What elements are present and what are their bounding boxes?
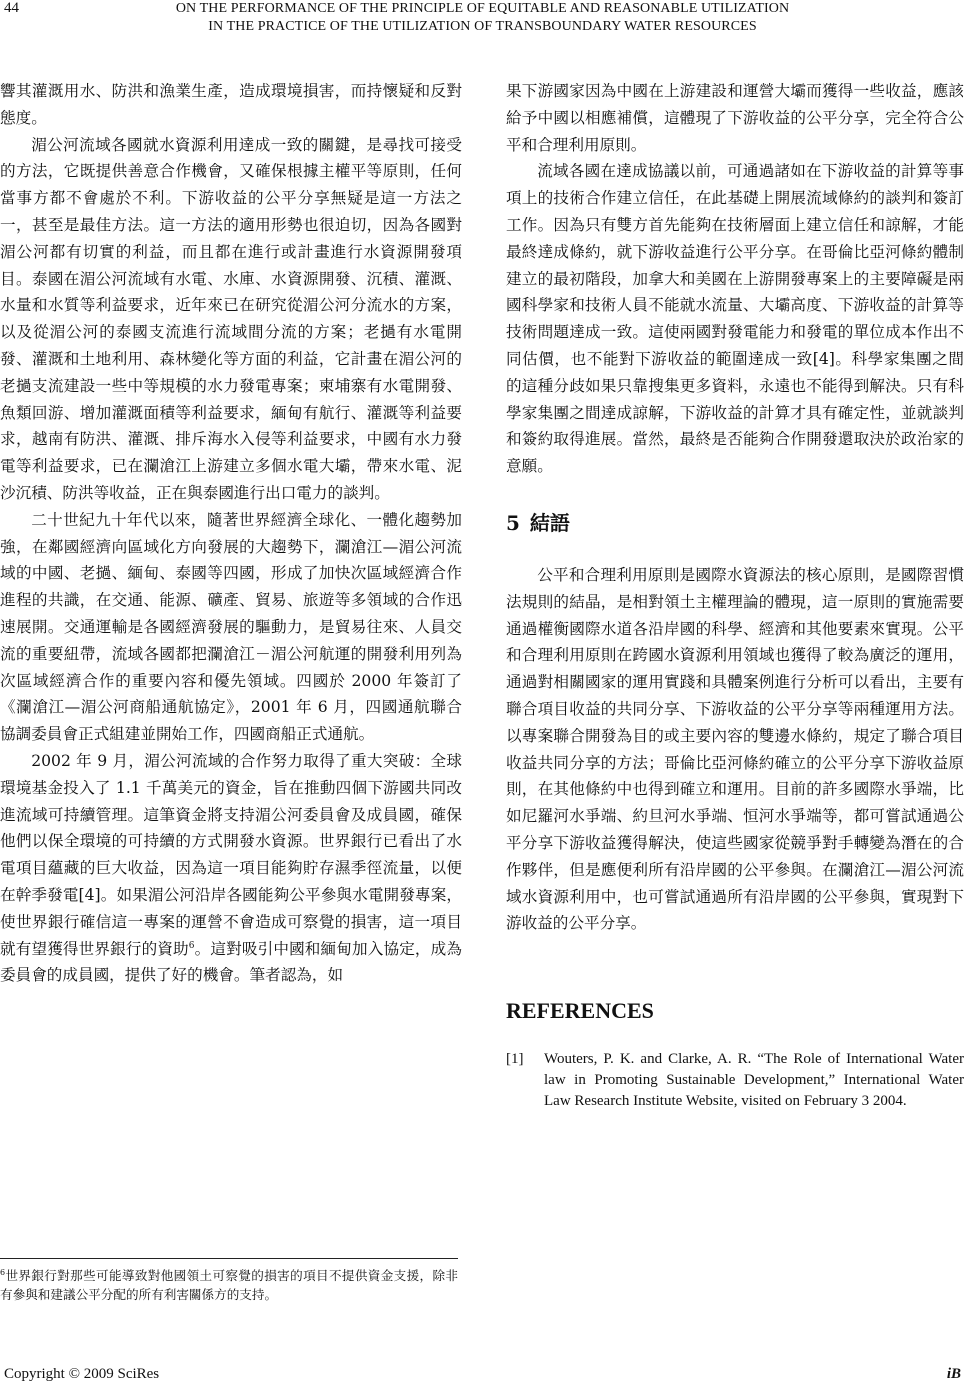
right-paragraph-2: 流域各國在達成協議以前，可通過諸如在下游收益的計算等事項上的技術合作建立信任，在此基礎上開展流域條約的談判和簽訂工作。因為只有雙方首先能夠在技術層面上建立信任和諒解，才能最終達成條約，就下游收益進行公平分享。在哥倫比亞河條約體制建立的最初階段，加拿大和美國在上游開發專案上的主要障礙是兩國科學家和技術人員不能就水流量、大壩高度、下游收益的計算等技術問題達成一致。這使兩國對發電能力和發電的單位成本作出不同估價，也不能對下游收益的範圍達成一致[4]。科學家集團之間的這種分歧如果只靠搜集更多資料，永遠也不能得到解決。只有科學家集團之間達成諒解，下游收益的計算才具有確定性，並就談判和簽約取得進展。當然，最終是否能夠合作開發還取決於政治家的意願。 — [506, 162, 964, 476]
section-title: 結語 — [529, 510, 570, 535]
page-footer — [0, 1364, 965, 1386]
left-paragraph-3: 二十世紀九十年代以來，隨著世界經濟全球化、一體化趨勢加強，在鄰國經濟向區域化方向發展的大趨勢下，瀾滄江—湄公河流域的中國、老撾、緬甸、泰國等四國，形成了加快次區域經濟合作進程的共識，在交通、能源、礦產、貿易、旅遊等多領域的合作迅速展開。交通運輸是各國經濟發展的驅動力，是貿易往來、人員交流的重要紐帶，流域各國都把瀾滄江－湄公河航運的開發利用列為次區域經濟合作的重要內容和優先領域。四國於 2000 年簽訂了《瀾滄江—湄公河商船通航協定》，2001 年 6 月，四國通航聯合協調委員會正式組建並開始工作，四國商船正式通航。 — [0, 510, 462, 744]
page-header — [0, 0, 965, 48]
footnote-text: 世界銀行對那些可能導致對他國領土可察覺的損害的項目不提供資金支援，除非有參與和建議公平分配的所有利害關係方的支持。 — [0, 1268, 458, 1303]
footnote-divider — [0, 1258, 458, 1259]
section-number: 5 — [506, 510, 520, 535]
left-paragraph-1: 響其灌溉用水、防洪和漁業生產，造成環境損害，而持懷疑和反對態度。 — [0, 82, 462, 127]
references-heading: REFERENCES — [506, 998, 654, 1024]
running-head-line2: IN THE PRACTICE OF THE UTILIZATION OF TRANSBOUNDARY WATER RESOURCES — [208, 19, 757, 34]
right-paragraph-1: 果下游國家因為中國在上游建設和運營大壩而獲得一些收益，應該給予中國以相應補償，這體現了下游收益的公平分享，完全符合公平和合理利用原則。 — [506, 82, 964, 154]
left-paragraph-2: 湄公河流域各國就水資源利用達成一致的關鍵，是尋找可接受的方法，它既提供善意合作機會，又確保根據主權平等原則，任何當事方都不會處於不利。下游收益的公平分享無疑是這一方法之一，甚至是最佳方法。這一方法的適用形勢也很迫切，因為各國對湄公河都有切實的利益，而且都在進行或計畫進行水資源開發項目。泰國在湄公河流域有水電、水庫、水資源開發、沉積、灌溉、水量和水質等利益要求，近年來已在研究從湄公河分流水的方案，以及從湄公河的泰國支流進行流域間分流的方案；老撾有水電開發、灌溉和土地利用、森林變化等方面的利益，它計畫在湄公河的老撾支流建設一些中等規模的水力發電專案；柬埔寨有水電開發、魚類回游、增加灌溉面積等利益要求，緬甸有航行、灌溉等利益要求，越南有防洪、灌溉、排斥海水入侵等利益要求，中國有水力發電等利益要求，已在瀾滄江上游建立多個水電大壩，帶來水電、泥沙沉積、防洪等收益，正在與泰國進行出口電力的談判。 — [0, 135, 462, 502]
left-paragraph-4-part1: 2002 年 9 月，湄公河流域的合作努力取得了重大突破：全球環境基金投入了 1.1 千萬美元的資金，旨在推動四個下游國共同改進流域可持續管理。這筆資金將支持湄公河委員會及成員國，確保他們以保全環境的可持續的方式開發水資源。世界銀行已看出了水電項目蘊藏的巨大收益，因為這一項目能夠貯存濕季徑流量，以便在幹季發電[4]。如果湄公河沿岸各國能夠公平參與水電開發專案，使世界銀行確信這一專案的運營不會造成可察覺的損害，這一項目就有望獲得世界銀行的資助 — [0, 751, 462, 958]
right-column — [506, 78, 964, 1112]
left-paragraph-4-part2: 。這對吸引中國和緬甸加入協定，成為委員會的成員國，提供了好的機會。筆者認為，如 — [0, 939, 462, 985]
left-column — [0, 78, 462, 989]
footnote-reference[interactable]: 6 — [188, 940, 195, 951]
page-number: 44 — [4, 0, 19, 16]
copyright-notice: Copyright © 2009 SciRes — [4, 1366, 160, 1382]
reference-number: [1] — [506, 1051, 524, 1068]
footnote-mark: 6 — [0, 1268, 6, 1277]
left-paragraph-4 — [0, 748, 462, 989]
conclusion-paragraph: 公平和合理利用原則是國際水資源法的核心原則，是國際習慣法規則的結晶，是相對領土主權理論的體現，這一原則的實施需要通過權衡國際水道各沿岸國的科學、經濟和其他要素來實現。公平和合理利用原則在跨國水資源利用領域也獲得了較為廣泛的運用，通過對相關國家的運用實踐和具體案例進行分析可以看出，主要有聯合項目收益的共同分享、下游收益的公平分享等兩種運用方法。以專案聯合開發為目的或主要內容的雙邊水條約，規定了聯合項目收益共同分享的方法；哥倫比亞河條約確立的公平分享下游收益原則，在其他條約中也得到確立和運用。目前的許多國際水爭端，比如尼羅河水爭端、約旦河水爭端、恒河水爭端等，都可嘗試通過公平分享下游收益獲得解決，使這些國家從競爭對手轉變為潛在的合作夥伴，但是應便利所有沿岸國的公平參與。在瀾滄江—湄公河流域水資源利用中，也可嘗試通過所有沿岸國的公平參與，實現對下游收益的公平分享。 — [506, 565, 964, 933]
reference-item — [506, 1049, 964, 1112]
running-head — [0, 0, 965, 36]
journal-abbreviation: iB — [946, 1366, 961, 1382]
footnote — [0, 1263, 458, 1304]
reference-text: Wouters, P. K. and Clarke, A. R. “The Role of International Water law in Promoting Sustainable Development,” International Water Law Research Institute Website, visited on February 3 2004. — [544, 1051, 964, 1110]
section-heading — [506, 510, 964, 536]
running-head-line1: ON THE PERFORMANCE OF THE PRINCIPLE OF EQUITABLE AND REASONABLE UTILIZATION — [175, 1, 790, 16]
